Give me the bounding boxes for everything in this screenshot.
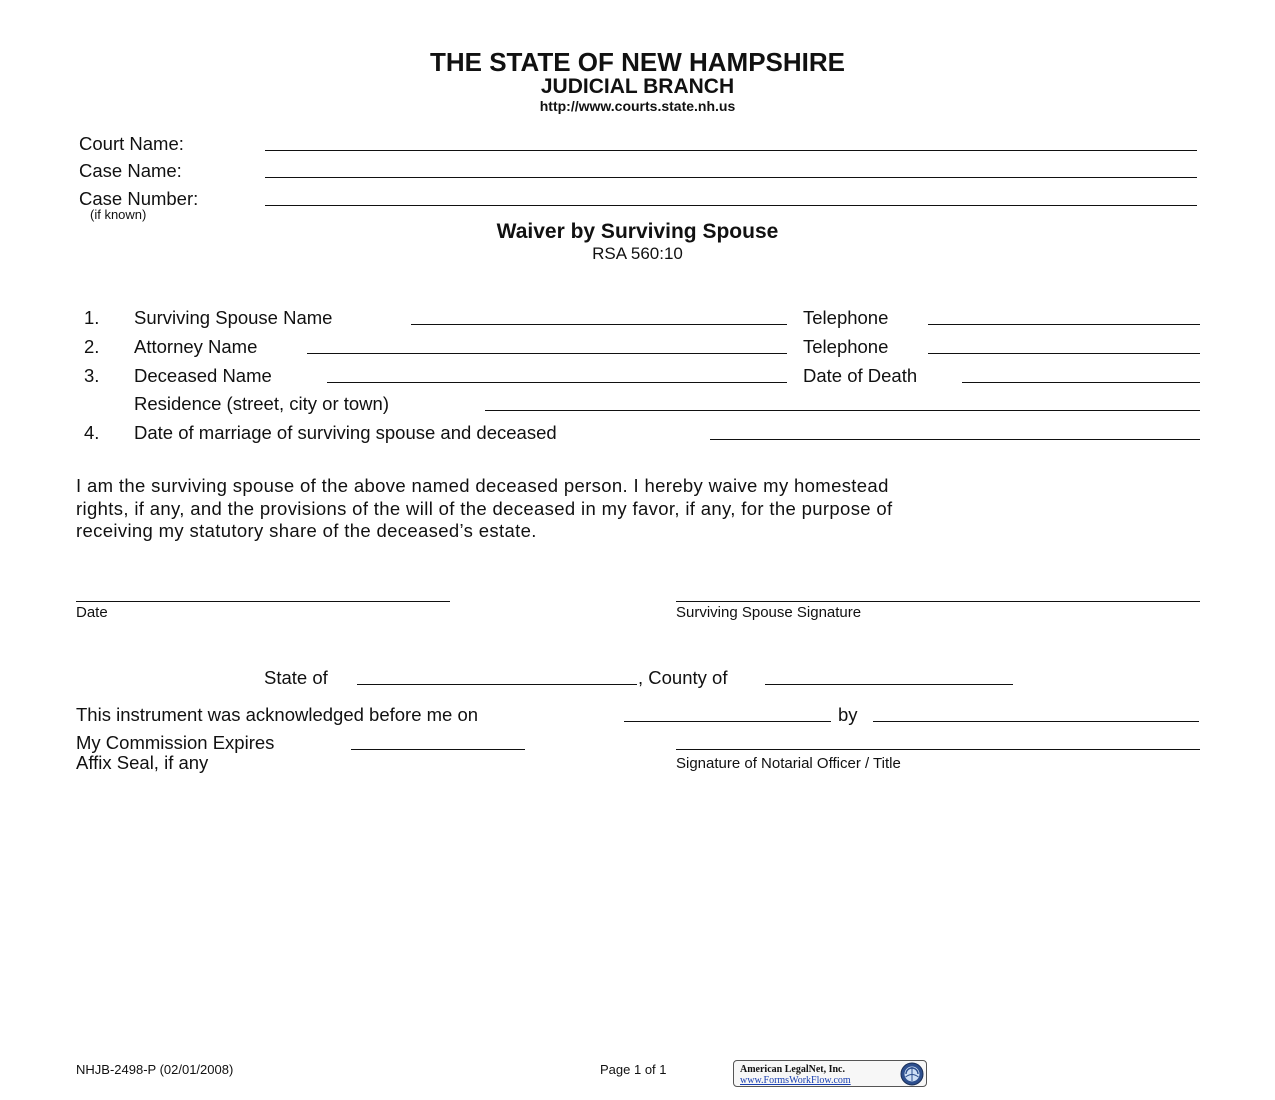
attorney-name-field[interactable] [307, 353, 787, 354]
state-of-label: State of [264, 667, 328, 688]
item-number-2: 2. [84, 336, 100, 357]
state-heading: THE STATE OF NEW HAMPSHIRE [429, 47, 846, 77]
statute-reference: RSA 560:10 [592, 244, 683, 263]
globe-icon [900, 1062, 924, 1086]
acknowledged-by-field[interactable] [873, 721, 1199, 722]
item-number-1: 1. [84, 307, 100, 328]
county-of-label: , County of [638, 667, 728, 688]
form-number: NHJB-2498-P (02/01/2008) [76, 1062, 234, 1077]
form-title: Waiver by Surviving Spouse [496, 220, 779, 243]
date-label: Date [76, 604, 108, 621]
affix-seal-label: Affix Seal, if any [76, 752, 209, 773]
case-number-label: Case Number: [79, 188, 199, 209]
spouse-telephone-label: Telephone [803, 307, 889, 328]
spouse-signature-field[interactable] [676, 601, 1200, 602]
item-number-4: 4. [84, 422, 100, 443]
page-indicator: Page 1 of 1 [600, 1062, 667, 1077]
marriage-date-label: Date of marriage of surviving spouse and deceased [134, 422, 557, 443]
marriage-date-field[interactable] [710, 439, 1200, 440]
court-name-label: Court Name: [79, 133, 184, 154]
notary-signature-field[interactable] [676, 749, 1200, 750]
commission-expires-field[interactable] [351, 749, 525, 750]
attorney-name-label: Attorney Name [134, 336, 258, 357]
court-name-field[interactable] [265, 150, 1197, 151]
branch-heading: JUDICIAL BRANCH [540, 75, 735, 98]
spouse-signature-label: Surviving Spouse Signature [676, 604, 862, 621]
item-number-3: 3. [84, 365, 100, 386]
residence-field[interactable] [485, 410, 1200, 411]
residence-label: Residence (street, city or town) [134, 393, 389, 414]
acknowledged-date-field[interactable] [624, 721, 831, 722]
date-field[interactable] [76, 601, 450, 602]
date-of-death-field[interactable] [962, 382, 1200, 383]
deceased-name-label: Deceased Name [134, 365, 272, 386]
by-label: by [838, 704, 858, 725]
deceased-name-field[interactable] [327, 382, 787, 383]
statement-line-3: receiving my statutory share of the deceased’s estate. [76, 520, 537, 541]
courts-url: http://www.courts.state.nh.us [539, 98, 736, 114]
case-name-field[interactable] [265, 177, 1197, 178]
commission-expires-label: My Commission Expires [76, 732, 275, 753]
logo-url-link[interactable]: www.FormsWorkFlow.com [740, 1075, 851, 1086]
date-of-death-label: Date of Death [803, 365, 918, 386]
case-number-field[interactable] [265, 205, 1197, 206]
notary-signature-label: Signature of Notarial Officer / Title [676, 755, 901, 772]
spouse-name-label: Surviving Spouse Name [134, 307, 333, 328]
if-known-note: (if known) [90, 207, 147, 222]
spouse-telephone-field[interactable] [928, 324, 1200, 325]
statement-line-2: rights, if any, and the provisions of the will of the deceased in my favor, if any, for the purpose of [76, 498, 893, 519]
logo-company-name: American LegalNet, Inc. [740, 1064, 845, 1075]
statement-line-1: I am the surviving spouse of the above named deceased person. I hereby waive my homestead [76, 475, 889, 496]
acknowledged-label: This instrument was acknowledged before me on [76, 704, 479, 725]
attorney-telephone-label: Telephone [803, 336, 889, 357]
spouse-name-field[interactable] [411, 324, 787, 325]
attorney-telephone-field[interactable] [928, 353, 1200, 354]
case-name-label: Case Name: [79, 160, 182, 181]
county-of-field[interactable] [765, 684, 1013, 685]
american-legalnet-logo[interactable] [733, 1060, 927, 1087]
state-of-field[interactable] [357, 684, 637, 685]
